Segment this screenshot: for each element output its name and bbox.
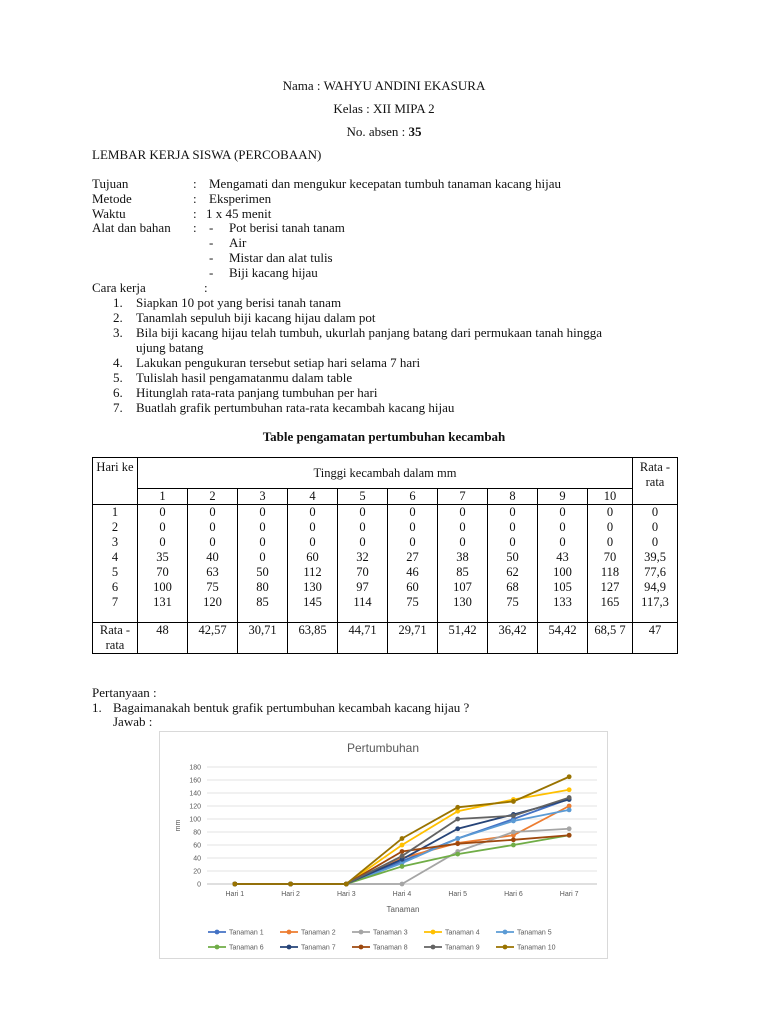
table-cell-value: 0 [359,520,366,534]
table-cell-value: 38 [456,550,469,564]
table-cell-value: 60 [406,580,419,594]
legend-label: Tanaman 5 [517,929,552,937]
table-cell-value: 50 [256,565,269,579]
chart-legend [208,930,556,952]
list-dash: - [209,250,214,265]
table-cell-value: 0 [559,535,566,549]
legend-label: Tanaman 7 [301,944,336,952]
footer-value [588,623,633,654]
x-tick-label: Hari 1 [225,891,245,898]
column-number: 7 [438,489,488,505]
class-value: XII MIPA 2 [373,101,435,116]
y-tick-label: 80 [193,829,201,837]
table-cell-value: 75 [506,595,519,609]
table-cell-value: 70 [356,565,369,579]
alat-item: Biji kacang hijau [229,265,318,280]
x-tick-label: Hari 2 [281,891,300,898]
series-point [400,843,405,848]
x-tick-label: Hari 7 [559,891,579,898]
series-point [511,799,516,804]
series-point [511,819,516,824]
series-point [567,787,572,792]
legend-marker [215,930,220,935]
table-cell-value: 130 [303,580,322,594]
series-point [567,774,572,779]
legend-label: Tanaman 10 [517,944,556,952]
legend-marker [503,930,508,935]
table-cell-value: 112 [303,565,322,579]
plant-7-values [438,505,488,623]
series-point [511,843,516,848]
series-point [511,837,516,842]
table-cell-value: 0 [259,535,266,549]
y-tick-label: 0 [197,881,201,889]
legend-marker [431,930,436,935]
colon: : [193,206,197,221]
table-cell-value: 0 [409,520,416,534]
step-number: 3. [113,325,123,340]
name-value: WAHYU ANDINI EKASURA [323,78,486,93]
column-number: 9 [538,489,588,505]
table-cell-value: 75 [206,580,219,594]
observation-table [92,457,678,654]
table-cell-value: 0 [651,520,659,534]
legend-marker [287,945,292,950]
legend-marker [359,945,364,950]
step-number: 1. [113,295,123,310]
table-cell-value: 0 [509,505,516,519]
series-point [400,849,405,854]
table-cell-value: 68 [506,580,519,594]
x-tick-label: Hari 6 [504,891,523,898]
legend-marker [431,945,436,950]
table-cell-value: 75 [406,595,419,609]
table-cell-value: 0 [409,505,416,519]
rata-header [633,458,678,505]
table-cell-value: 0 [359,505,366,519]
question-number: 1. [92,700,102,715]
footer-label [93,623,138,654]
series-point [400,836,405,841]
step-text-continued: ujung batang [136,340,204,355]
days-cell [93,505,138,623]
class-label: Kelas : [333,101,374,116]
tujuan-value: Mengamati dan mengukur kecepatan tumbuh tanaman kacang hijau [209,176,561,191]
series-point [344,882,349,887]
footer-value: 51,42 [438,623,488,654]
plant-9-values [538,505,588,623]
series-point [232,882,237,887]
series-point [455,826,460,831]
tujuan-label: Tujuan [92,176,129,191]
step-text: Bila biji kacang hijau telah tumbuh, ukurlah panjang batang dari permukaan tanah hingga [136,325,603,340]
list-dash: - [209,265,214,280]
legend-label: Tanaman 3 [373,929,408,937]
table-cell-value: 85 [456,565,469,579]
table-cell-value: 2 [111,520,119,534]
question-text: Bagaimanakah bentuk grafik pertumbuhan kecambah kacang hijau ? [113,700,470,715]
column-number: 2 [188,489,238,505]
y-tick-label: 180 [189,764,201,772]
table-cell-value: 62 [506,565,519,579]
footer-value: 29,71 [388,623,438,654]
colon: : [193,220,197,235]
plant-1-values [138,505,188,623]
table-header-row [93,458,678,489]
legend-label: Tanaman 4 [445,929,480,937]
legend-label: Tanaman 9 [445,944,480,952]
series-point [567,833,572,838]
series-point [511,830,516,835]
table-cell-value: 0 [559,520,566,534]
table-cell-value: 0 [606,535,614,549]
series-point [567,795,572,800]
series-point [288,882,293,887]
table-cell-value: 5 [111,565,119,579]
table-cell-value: 0 [259,550,266,564]
table-cell-value: 0 [359,535,366,549]
questions-label: Pertanyaan : [92,685,157,700]
series-point [455,852,460,857]
table-cell-value: 1 [111,505,119,519]
step-number: 5. [113,370,123,385]
plant-4-values [288,505,338,623]
student-absen [0,124,768,139]
step-text: Tulislah hasil pengamatanmu dalam table [136,370,353,385]
table-data-row [93,505,678,623]
table-cell-value: 0 [159,505,166,519]
step-number: 6. [113,385,123,400]
table-cell-value: 100 [153,580,172,594]
series-point [455,805,460,810]
metode-label: Metode [92,191,132,206]
footer-label-text: Rata -rata [99,623,131,652]
legend-marker [215,945,220,950]
table-cell-value: 50 [506,550,519,564]
alat-item: Pot berisi tanah tanam [229,220,345,235]
table-cell-value: 35 [156,550,169,564]
table-cell-value: 0 [309,520,316,534]
footer-value: 42,57 [188,623,238,654]
step-number: 2. [113,310,123,325]
table-cell-value: 0 [209,520,216,534]
step-text: Lakukan pengukuran tersebut setiap hari selama 7 hari [136,355,421,370]
table-cell-value: 0 [651,505,659,519]
table-cell-value: 6 [111,580,119,594]
list-dash: - [209,220,214,235]
footer-value: 54,42 [538,623,588,654]
alat-label: Alat dan bahan [92,220,171,235]
table-cell-value: 0 [309,505,316,519]
rata-values [633,505,678,623]
column-number: 8 [488,489,538,505]
legend-label: Tanaman 6 [229,944,264,952]
table-cell-value: 145 [303,595,322,609]
table-cell-value: 27 [406,550,419,564]
series-point [455,841,460,846]
table-cell-value: 0 [459,535,466,549]
student-name [0,78,768,93]
table-cell-value: 0 [159,535,166,549]
table-cell-value: 105 [553,580,572,594]
table-cell-value: 133 [553,595,572,609]
absen-label: No. absen : [346,124,409,139]
column-number: 5 [338,489,388,505]
alat-item: Air [229,235,247,250]
footer-value-text: 68,5 7 [594,623,626,637]
table-cell-value: 0 [159,520,166,534]
plant-5-values [338,505,388,623]
table-cell-value: 127 [600,580,620,594]
y-tick-label: 60 [193,842,201,850]
table-cell-value: 70 [603,550,617,564]
plant-3-values [238,505,288,623]
y-tick-label: 140 [189,790,201,798]
table-cell-value: 0 [559,505,566,519]
step-number: 7. [113,400,123,415]
legend-label: Tanaman 2 [301,929,336,937]
footer-value: 36,42 [488,623,538,654]
y-tick-label: 20 [193,868,201,876]
table-cell-value: 130 [453,595,472,609]
table-cell-value: 117,3 [641,595,669,609]
footer-value: 30,71 [238,623,288,654]
table-cell-value: 40 [206,550,219,564]
name-label: Nama : [282,78,324,93]
column-number: 3 [238,489,288,505]
table-cell-value: 131 [153,595,172,609]
table-cell-value: 39,5 [644,550,666,564]
hari-ke-header [93,458,138,505]
chart-title: Pertumbuhan [346,741,420,755]
table-cell-value: 100 [553,565,572,579]
plant-2-values [188,505,238,623]
y-tick-label: 160 [189,777,201,785]
absen-value: 35 [408,124,422,139]
series-point [455,817,460,822]
series-point [511,813,516,818]
x-axis-label: Tanaman [386,905,420,914]
chart-svg [160,732,607,958]
table-cell-value: 0 [259,520,266,534]
y-tick-label: 100 [189,816,201,824]
list-dash: - [209,235,214,250]
table-cell-value: 3 [111,535,119,549]
series-point [567,808,572,813]
colon: : [193,191,197,206]
y-tick-label: 40 [193,855,201,863]
metode-value: Eksperimen [209,191,272,206]
rata-header-text: Rata -rata [639,460,671,489]
table-cell-value: 80 [256,580,269,594]
column-number: 4 [288,489,338,505]
table-cell-value: 0 [309,535,316,549]
table-cell-value: 114 [353,595,372,609]
table-cell-value: 4 [111,550,119,564]
column-number: 10 [588,489,633,505]
footer-value: 44,71 [338,623,388,654]
series-point [400,882,405,887]
table-cell-value: 118 [600,565,620,579]
step-text: Hitunglah rata-rata panjang tumbuhan per hari [136,385,378,400]
table-cell-value: 70 [156,565,169,579]
y-axis-label: mm [175,819,182,832]
table-cell-value: 0 [509,520,516,534]
footer-value: 63,85 [288,623,338,654]
answer-label: Jawab : [113,714,153,729]
table-cell-value: 32 [356,550,369,564]
plant-10-values [588,505,633,623]
legend-label: Tanaman 8 [373,944,408,952]
column-number-row [93,489,678,505]
student-class [0,101,768,116]
table-cell-value: 97 [356,580,369,594]
doc-title: LEMBAR KERJA SISWA (PERCOBAAN) [92,147,322,162]
table-cell-value: 46 [406,565,419,579]
table-cell-value: 0 [606,520,614,534]
hari-ke-text: Hari ke [96,460,134,474]
table-cell-value: 0 [209,505,216,519]
tinggi-header-text: Tinggi kecambah dalam mm [313,465,457,480]
table-footer-row [93,623,678,654]
legend-marker [287,930,292,935]
legend-marker [503,945,508,950]
table-cell-value: 165 [600,595,620,609]
tinggi-header [138,458,633,489]
table-cell-value: 107 [453,580,472,594]
table-cell-value: 0 [606,505,614,519]
legend-label: Tanaman 1 [229,929,264,937]
plant-8-values [488,505,538,623]
alat-item: Mistar dan alat tulis [229,250,333,265]
table-cell-value: 0 [459,520,466,534]
table-cell-value: 0 [459,505,466,519]
legend-marker [359,930,364,935]
table-cell-value: 0 [259,505,266,519]
x-tick-label: Hari 5 [448,891,468,898]
footer-value: 48 [138,623,188,654]
table-cell-value: 7 [111,595,119,609]
colon: : [204,280,208,295]
series-point [567,826,572,831]
step-number: 4. [113,355,123,370]
table-cell-value: 0 [209,535,216,549]
colon: : [193,176,197,191]
waktu-value: 1 x 45 menit [206,206,272,221]
cara-kerja-label: Cara kerja [92,280,146,295]
chart-series-group [232,774,571,886]
step-text: Tanamlah sepuluh biji kacang hijau dalam pot [136,310,376,325]
series-point [455,836,460,841]
series-point [400,864,405,869]
footer-value: 47 [633,623,678,654]
table-cell-value: 0 [509,535,516,549]
table-cell-value: 120 [203,595,222,609]
x-tick-label: Hari 3 [336,891,356,898]
table-cell-value: 63 [206,565,219,579]
column-number: 6 [388,489,438,505]
table-cell-value: 43 [556,550,569,564]
x-tick-label: Hari 4 [392,891,412,898]
table-cell-value: 77,6 [644,565,666,579]
column-number: 1 [138,489,188,505]
y-tick-label: 120 [189,803,201,811]
series-point [400,854,405,859]
table-cell-value: 0 [651,535,659,549]
growth-chart [159,731,608,959]
step-text: Siapkan 10 pot yang berisi tanah tanam [136,295,342,310]
step-text: Buatlah grafik pertumbuhan rata-rata kecambah kacang hijau [136,400,455,415]
waktu-label: Waktu [92,206,126,221]
plant-6-values [388,505,438,623]
table-cell-value: 0 [409,535,416,549]
table-cell-value: 94,9 [644,580,666,594]
table-cell-value: 60 [306,550,319,564]
table-title: Table pengamatan pertumbuhan kecambah [262,429,506,444]
table-cell-value: 85 [256,595,269,609]
